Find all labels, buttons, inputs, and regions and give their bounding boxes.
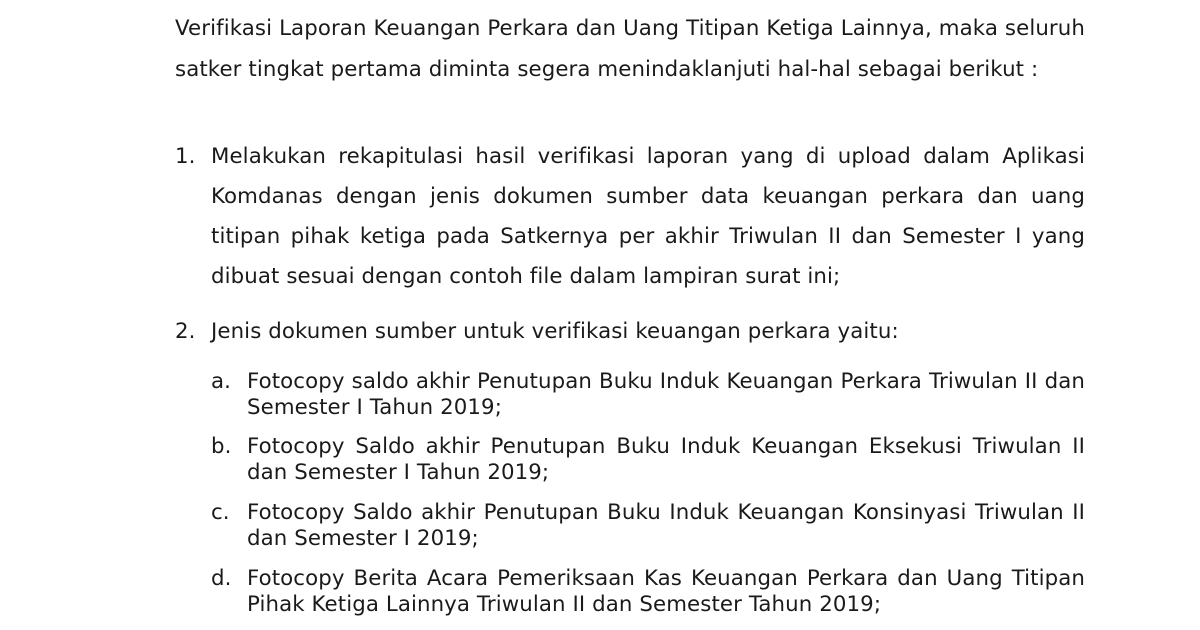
- list-item-2: [175, 312, 1085, 352]
- sub-item-text: Fotocopy saldo akhir Penutupan Buku Induk Keuangan Perkara Triwulan II dan Semester I Tahun 2019;: [247, 369, 1085, 420]
- sub-item-letter: c.: [211, 500, 230, 525]
- sub-item-c: [211, 500, 1085, 552]
- sub-item-text: Fotocopy Berita Acara Pemeriksaan Kas Keuangan Perkara dan Uang Titipan Pihak Ketiga Lainnya Triwulan II dan Semester Tahun 2019;: [247, 566, 1085, 617]
- sub-item-text: Fotocopy Saldo akhir Penutupan Buku Induk Keuangan Eksekusi Triwulan II dan Semester I Tahun 2019;: [247, 434, 1085, 485]
- sub-item-letter: b.: [211, 434, 232, 459]
- sub-item-letter: a.: [211, 369, 232, 394]
- list-item-number: 2.: [175, 319, 196, 344]
- list-item-number: 1.: [175, 144, 196, 169]
- list-item-text: Melakukan rekapitulasi hasil verifikasi laporan yang di upload dalam Aplikasi Komdanas dengan jenis dokumen sumber data keuangan perkara dan uang titipan pihak ketiga pada Satkernya per akhir Triwulan II dan Semester I yang dibuat sesuai dengan contoh file dalam lampiran surat ini;: [211, 144, 1085, 289]
- intro-paragraph: Verifikasi Laporan Keuangan Perkara dan Uang Titipan Ketiga Lainnya, maka seluruh satker tingkat pertama diminta segera menindaklanjuti hal-hal sebagai berikut :: [175, 16, 1085, 82]
- sub-item-letter: d.: [211, 566, 232, 591]
- sub-item-text: Fotocopy Saldo akhir Penutupan Buku Induk Keuangan Konsinyasi Triwulan II dan Semester I 2019;: [247, 500, 1085, 551]
- list-item-1: [175, 137, 1085, 297]
- sub-item-a: [211, 369, 1085, 421]
- list-item-text: Jenis dokumen sumber untuk verifikasi keuangan perkara yaitu:: [211, 319, 899, 344]
- sub-item-b: [211, 434, 1085, 486]
- sub-item-d: [211, 566, 1085, 618]
